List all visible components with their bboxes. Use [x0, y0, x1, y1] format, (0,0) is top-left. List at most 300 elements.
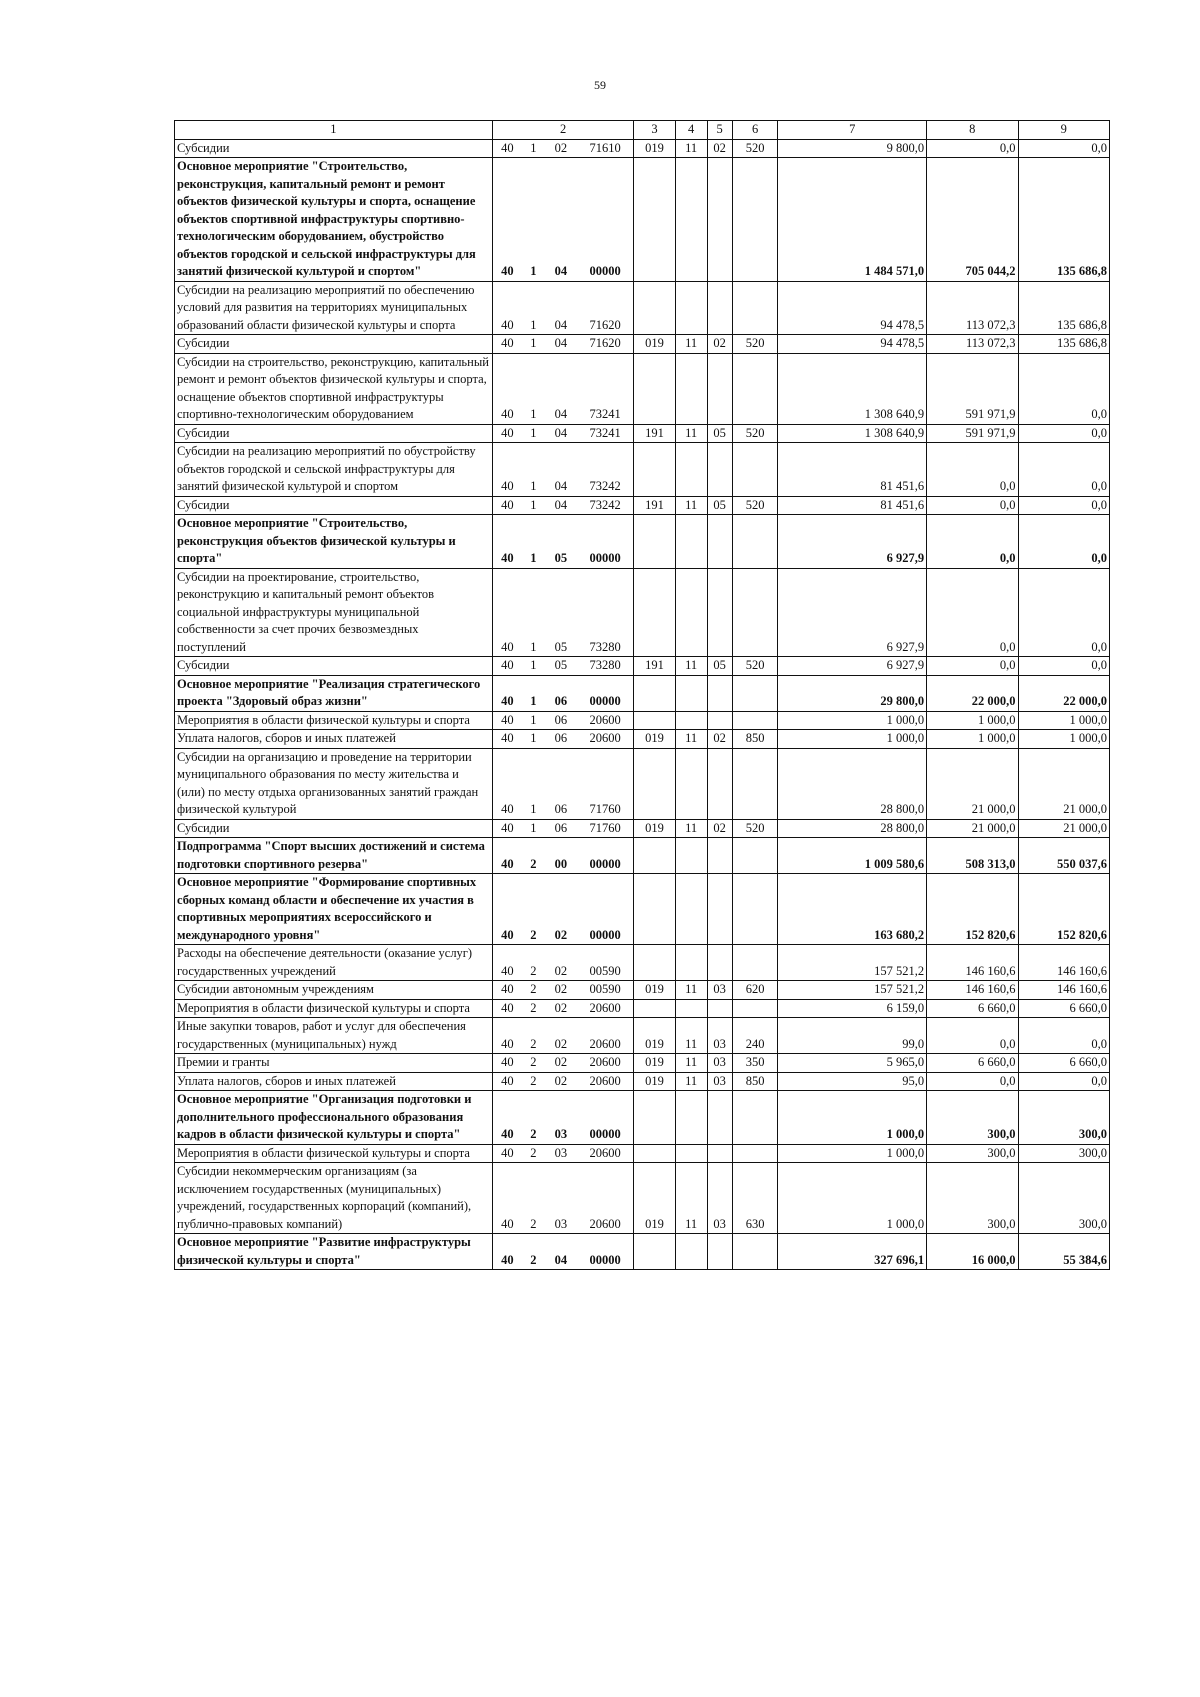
code-expense-type	[732, 675, 778, 711]
header-col-7: 7	[778, 121, 927, 140]
value-year-1: 6 927,9	[778, 568, 927, 657]
code-direction: 73280	[577, 568, 634, 657]
row-name: Субсидии некоммерческим организациям (за исключением государственных (муниципальных) учреждений, государственных корпораций (компаний), публично-правовых компаний)	[175, 1163, 493, 1234]
value-year-3: 0,0	[1018, 515, 1110, 569]
value-year-1: 327 696,1	[778, 1234, 927, 1270]
code-direction: 00000	[577, 1091, 634, 1145]
code-subsection: 05	[707, 424, 732, 443]
header-col-2: 2	[492, 121, 634, 140]
row-name: Подпрограмма "Спорт высших достижений и система подготовки спортивного резерва"	[175, 838, 493, 874]
value-year-1: 94 478,5	[778, 335, 927, 354]
value-year-1: 28 800,0	[778, 819, 927, 838]
value-year-2: 6 660,0	[927, 999, 1018, 1018]
code-direction: 71760	[577, 748, 634, 819]
code-subprogram: 2	[522, 838, 545, 874]
code-program: 40	[492, 981, 522, 1000]
code-program: 40	[492, 1163, 522, 1234]
code-subprogram: 1	[522, 711, 545, 730]
code-direction: 00590	[577, 981, 634, 1000]
code-section	[675, 838, 707, 874]
code-subprogram: 2	[522, 999, 545, 1018]
code-ministry	[634, 353, 675, 424]
code-direction: 00000	[577, 515, 634, 569]
value-year-1: 1 009 580,6	[778, 838, 927, 874]
value-year-1: 6 927,9	[778, 515, 927, 569]
code-subprogram: 1	[522, 281, 545, 335]
code-subsection: 03	[707, 1072, 732, 1091]
value-year-1: 1 308 640,9	[778, 353, 927, 424]
value-year-3: 0,0	[1018, 1018, 1110, 1054]
code-subsection: 02	[707, 819, 732, 838]
table-row	[175, 424, 1110, 443]
value-year-3: 0,0	[1018, 1072, 1110, 1091]
table-row	[175, 158, 1110, 282]
code-event: 02	[545, 945, 577, 981]
value-year-2: 0,0	[927, 1018, 1018, 1054]
value-year-1: 6 159,0	[778, 999, 927, 1018]
value-year-2: 508 313,0	[927, 838, 1018, 874]
code-event: 04	[545, 1234, 577, 1270]
code-program: 40	[492, 515, 522, 569]
table-row	[175, 1091, 1110, 1145]
code-subsection	[707, 945, 732, 981]
code-expense-type: 520	[732, 139, 778, 158]
table-row	[175, 281, 1110, 335]
value-year-2: 146 160,6	[927, 981, 1018, 1000]
code-subprogram: 2	[522, 981, 545, 1000]
code-event: 06	[545, 675, 577, 711]
code-direction: 71760	[577, 819, 634, 838]
code-expense-type: 850	[732, 1072, 778, 1091]
value-year-1: 29 800,0	[778, 675, 927, 711]
value-year-2: 705 044,2	[927, 158, 1018, 282]
code-subprogram: 2	[522, 1163, 545, 1234]
value-year-2: 146 160,6	[927, 945, 1018, 981]
code-direction: 20600	[577, 1163, 634, 1234]
code-expense-type: 520	[732, 496, 778, 515]
row-name: Основное мероприятие "Реализация стратегического проекта "Здоровый образ жизни"	[175, 675, 493, 711]
value-year-2: 591 971,9	[927, 353, 1018, 424]
code-subsection	[707, 443, 732, 497]
value-year-1: 9 800,0	[778, 139, 927, 158]
code-subprogram: 2	[522, 1144, 545, 1163]
value-year-2: 21 000,0	[927, 819, 1018, 838]
value-year-3: 0,0	[1018, 496, 1110, 515]
code-subsection: 02	[707, 335, 732, 354]
code-expense-type	[732, 711, 778, 730]
code-subsection	[707, 1234, 732, 1270]
value-year-2: 0,0	[927, 443, 1018, 497]
header-col-9: 9	[1018, 121, 1110, 140]
code-program: 40	[492, 730, 522, 749]
code-direction: 73280	[577, 657, 634, 676]
row-name: Субсидии на реализацию мероприятий по обустройству объектов городской и сельской инфраструктуры для занятий физической культурой и спортом	[175, 443, 493, 497]
code-expense-type	[732, 874, 778, 945]
code-subsection: 03	[707, 981, 732, 1000]
code-program: 40	[492, 568, 522, 657]
code-program: 40	[492, 748, 522, 819]
value-year-2: 0,0	[927, 496, 1018, 515]
row-name: Субсидии	[175, 496, 493, 515]
code-direction: 20600	[577, 1054, 634, 1073]
value-year-2: 152 820,6	[927, 874, 1018, 945]
code-section	[675, 281, 707, 335]
value-year-3: 152 820,6	[1018, 874, 1110, 945]
code-event: 04	[545, 496, 577, 515]
table-row	[175, 675, 1110, 711]
value-year-3: 550 037,6	[1018, 838, 1110, 874]
table-row	[175, 711, 1110, 730]
code-expense-type	[732, 568, 778, 657]
table-row	[175, 1018, 1110, 1054]
row-name: Субсидии	[175, 139, 493, 158]
value-year-2: 6 660,0	[927, 1054, 1018, 1073]
row-name: Основное мероприятие "Развитие инфраструктуры физической культуры и спорта"	[175, 1234, 493, 1270]
code-section	[675, 1091, 707, 1145]
code-subprogram: 2	[522, 1054, 545, 1073]
code-ministry	[634, 515, 675, 569]
code-expense-type: 620	[732, 981, 778, 1000]
code-subsection	[707, 568, 732, 657]
code-direction: 20600	[577, 711, 634, 730]
code-section	[675, 353, 707, 424]
code-section: 11	[675, 1054, 707, 1073]
row-name: Уплата налогов, сборов и иных платежей	[175, 1072, 493, 1091]
table-row	[175, 1234, 1110, 1270]
code-ministry	[634, 568, 675, 657]
code-subsection	[707, 353, 732, 424]
code-ministry: 019	[634, 981, 675, 1000]
code-event: 06	[545, 730, 577, 749]
value-year-2: 21 000,0	[927, 748, 1018, 819]
code-direction: 00000	[577, 158, 634, 282]
row-name: Субсидии	[175, 335, 493, 354]
value-year-2: 1 000,0	[927, 730, 1018, 749]
value-year-1: 157 521,2	[778, 945, 927, 981]
code-subprogram: 2	[522, 1091, 545, 1145]
code-event: 03	[545, 1163, 577, 1234]
code-direction: 20600	[577, 730, 634, 749]
code-event: 03	[545, 1091, 577, 1145]
code-ministry	[634, 675, 675, 711]
code-subsection	[707, 748, 732, 819]
value-year-1: 95,0	[778, 1072, 927, 1091]
header-col-1: 1	[175, 121, 493, 140]
code-expense-type	[732, 281, 778, 335]
value-year-3: 0,0	[1018, 657, 1110, 676]
header-row	[175, 121, 1110, 140]
table-row	[175, 819, 1110, 838]
value-year-1: 6 927,9	[778, 657, 927, 676]
code-section: 11	[675, 335, 707, 354]
value-year-3: 146 160,6	[1018, 945, 1110, 981]
code-program: 40	[492, 353, 522, 424]
code-event: 04	[545, 158, 577, 282]
row-name: Субсидии	[175, 657, 493, 676]
code-ministry	[634, 711, 675, 730]
page-number: 59	[594, 78, 606, 92]
code-program: 40	[492, 335, 522, 354]
code-subprogram: 1	[522, 657, 545, 676]
code-subsection: 03	[707, 1163, 732, 1234]
value-year-1: 1 000,0	[778, 1163, 927, 1234]
code-subprogram: 1	[522, 568, 545, 657]
code-subprogram: 2	[522, 874, 545, 945]
table-row	[175, 515, 1110, 569]
code-subsection	[707, 158, 732, 282]
code-ministry: 019	[634, 819, 675, 838]
value-year-1: 157 521,2	[778, 981, 927, 1000]
header-col-6: 6	[732, 121, 778, 140]
code-ministry: 191	[634, 424, 675, 443]
code-expense-type	[732, 443, 778, 497]
code-direction: 71610	[577, 139, 634, 158]
code-section: 11	[675, 1018, 707, 1054]
code-subsection: 03	[707, 1054, 732, 1073]
code-section	[675, 443, 707, 497]
code-subprogram: 2	[522, 945, 545, 981]
row-name: Основное мероприятие "Строительство, реконструкция, капитальный ремонт и ремонт объектов физической культуры и спорта, оснащение объектов спортивной инфраструктуры спортивно-технологическим оборудованием, обустройство объектов городской и сельской инфраструктуры для занятий физической культурой и спортом"	[175, 158, 493, 282]
header-col-8: 8	[927, 121, 1018, 140]
code-direction: 00000	[577, 838, 634, 874]
value-year-1: 81 451,6	[778, 496, 927, 515]
code-direction: 20600	[577, 1144, 634, 1163]
code-direction: 71620	[577, 281, 634, 335]
code-expense-type: 630	[732, 1163, 778, 1234]
code-direction: 73242	[577, 443, 634, 497]
code-event: 00	[545, 838, 577, 874]
value-year-3: 300,0	[1018, 1144, 1110, 1163]
code-expense-type	[732, 158, 778, 282]
value-year-3: 1 000,0	[1018, 711, 1110, 730]
code-ministry: 019	[634, 1018, 675, 1054]
code-subprogram: 1	[522, 335, 545, 354]
code-subprogram: 2	[522, 1072, 545, 1091]
code-event: 05	[545, 515, 577, 569]
code-event: 04	[545, 335, 577, 354]
code-direction: 00590	[577, 945, 634, 981]
value-year-2: 0,0	[927, 139, 1018, 158]
value-year-3: 22 000,0	[1018, 675, 1110, 711]
code-program: 40	[492, 711, 522, 730]
table-row	[175, 443, 1110, 497]
code-ministry: 019	[634, 139, 675, 158]
value-year-3: 6 660,0	[1018, 1054, 1110, 1073]
code-event: 06	[545, 819, 577, 838]
code-ministry: 191	[634, 657, 675, 676]
row-name: Основное мероприятие "Формирование спортивных сборных команд области и обеспечение их участия в спортивных мероприятиях всероссийского и международного уровня"	[175, 874, 493, 945]
code-program: 40	[492, 139, 522, 158]
code-event: 06	[545, 748, 577, 819]
code-subprogram: 1	[522, 748, 545, 819]
value-year-2: 16 000,0	[927, 1234, 1018, 1270]
code-event: 04	[545, 281, 577, 335]
code-subsection: 02	[707, 730, 732, 749]
code-event: 03	[545, 1144, 577, 1163]
code-direction: 00000	[577, 1234, 634, 1270]
code-ministry	[634, 945, 675, 981]
code-expense-type: 520	[732, 424, 778, 443]
code-subsection	[707, 1091, 732, 1145]
value-year-1: 1 308 640,9	[778, 424, 927, 443]
row-name: Субсидии	[175, 424, 493, 443]
value-year-3: 300,0	[1018, 1091, 1110, 1145]
value-year-3: 0,0	[1018, 139, 1110, 158]
code-direction: 71620	[577, 335, 634, 354]
value-year-3: 135 686,8	[1018, 158, 1110, 282]
row-name: Мероприятия в области физической культуры и спорта	[175, 711, 493, 730]
code-direction: 20600	[577, 1072, 634, 1091]
code-event: 02	[545, 999, 577, 1018]
code-section: 11	[675, 1072, 707, 1091]
code-direction: 73241	[577, 353, 634, 424]
code-event: 06	[545, 711, 577, 730]
value-year-3: 0,0	[1018, 353, 1110, 424]
table-row	[175, 335, 1110, 354]
value-year-1: 99,0	[778, 1018, 927, 1054]
code-subprogram: 1	[522, 158, 545, 282]
code-ministry	[634, 281, 675, 335]
code-ministry	[634, 1234, 675, 1270]
code-section: 11	[675, 730, 707, 749]
code-program: 40	[492, 874, 522, 945]
code-subsection	[707, 281, 732, 335]
code-subsection: 05	[707, 496, 732, 515]
code-event: 04	[545, 443, 577, 497]
table-row	[175, 730, 1110, 749]
value-year-3: 21 000,0	[1018, 819, 1110, 838]
code-ministry	[634, 1144, 675, 1163]
code-subprogram: 1	[522, 443, 545, 497]
budget-table	[174, 120, 1110, 1270]
code-expense-type	[732, 1091, 778, 1145]
code-ministry	[634, 443, 675, 497]
value-year-2: 22 000,0	[927, 675, 1018, 711]
header-col-5: 5	[707, 121, 732, 140]
value-year-2: 300,0	[927, 1091, 1018, 1145]
value-year-1: 1 000,0	[778, 711, 927, 730]
code-program: 40	[492, 424, 522, 443]
code-subprogram: 2	[522, 1234, 545, 1270]
code-section	[675, 999, 707, 1018]
code-subsection	[707, 515, 732, 569]
code-ministry: 019	[634, 335, 675, 354]
code-program: 40	[492, 945, 522, 981]
code-section	[675, 711, 707, 730]
code-expense-type: 850	[732, 730, 778, 749]
code-section: 11	[675, 981, 707, 1000]
code-subsection: 03	[707, 1018, 732, 1054]
table-row	[175, 657, 1110, 676]
code-subprogram: 1	[522, 139, 545, 158]
table-row	[175, 999, 1110, 1018]
row-name: Иные закупки товаров, работ и услуг для обеспечения государственных (муниципальных) нужд	[175, 1018, 493, 1054]
header-col-3: 3	[634, 121, 675, 140]
code-section	[675, 158, 707, 282]
code-expense-type: 520	[732, 335, 778, 354]
header-col-4: 4	[675, 121, 707, 140]
value-year-2: 113 072,3	[927, 335, 1018, 354]
code-subsection	[707, 874, 732, 945]
code-ministry: 019	[634, 1072, 675, 1091]
code-ministry	[634, 1091, 675, 1145]
code-direction: 73241	[577, 424, 634, 443]
value-year-3: 55 384,6	[1018, 1234, 1110, 1270]
code-subsection	[707, 711, 732, 730]
row-name: Расходы на обеспечение деятельности (оказание услуг) государственных учреждений	[175, 945, 493, 981]
value-year-2: 591 971,9	[927, 424, 1018, 443]
value-year-3: 0,0	[1018, 424, 1110, 443]
code-event: 02	[545, 1072, 577, 1091]
row-name: Субсидии на проектирование, строительство, реконструкцию и капитальный ремонт объектов социальной инфраструктуры муниципальной собственности за счет прочих безвозмездных поступлений	[175, 568, 493, 657]
code-subsection: 02	[707, 139, 732, 158]
code-section	[675, 568, 707, 657]
table-row	[175, 496, 1110, 515]
code-program: 40	[492, 838, 522, 874]
table-row	[175, 1144, 1110, 1163]
table-row	[175, 748, 1110, 819]
row-name: Субсидии автономным учреждениям	[175, 981, 493, 1000]
code-program: 40	[492, 1234, 522, 1270]
code-direction: 73242	[577, 496, 634, 515]
row-name: Основное мероприятие "Строительство, реконструкция объектов физической культуры и спорта"	[175, 515, 493, 569]
code-program: 40	[492, 158, 522, 282]
code-direction: 00000	[577, 675, 634, 711]
code-subprogram: 1	[522, 515, 545, 569]
code-subprogram: 1	[522, 496, 545, 515]
code-program: 40	[492, 443, 522, 497]
code-event: 02	[545, 874, 577, 945]
code-ministry	[634, 874, 675, 945]
row-name: Субсидии	[175, 819, 493, 838]
code-event: 04	[545, 424, 577, 443]
code-section	[675, 1234, 707, 1270]
code-direction: 20600	[577, 1018, 634, 1054]
value-year-1: 81 451,6	[778, 443, 927, 497]
table-row	[175, 1163, 1110, 1234]
code-program: 40	[492, 819, 522, 838]
value-year-2: 113 072,3	[927, 281, 1018, 335]
code-expense-type	[732, 838, 778, 874]
value-year-1: 5 965,0	[778, 1054, 927, 1073]
code-subprogram: 1	[522, 675, 545, 711]
code-section: 11	[675, 424, 707, 443]
value-year-1: 1 484 571,0	[778, 158, 927, 282]
code-section: 11	[675, 819, 707, 838]
code-ministry: 191	[634, 496, 675, 515]
row-name: Премии и гранты	[175, 1054, 493, 1073]
code-program: 40	[492, 1091, 522, 1145]
code-expense-type: 520	[732, 819, 778, 838]
code-subsection	[707, 838, 732, 874]
value-year-2: 300,0	[927, 1163, 1018, 1234]
value-year-1: 1 000,0	[778, 1091, 927, 1145]
code-ministry	[634, 158, 675, 282]
code-event: 02	[545, 981, 577, 1000]
row-name: Субсидии на реализацию мероприятий по обеспечению условий для развития на территориях муниципальных образований области физической культуры и спорта	[175, 281, 493, 335]
code-ministry	[634, 838, 675, 874]
code-expense-type: 240	[732, 1018, 778, 1054]
row-name: Мероприятия в области физической культуры и спорта	[175, 999, 493, 1018]
value-year-3: 135 686,8	[1018, 281, 1110, 335]
code-event: 04	[545, 353, 577, 424]
code-section: 11	[675, 1163, 707, 1234]
value-year-2: 0,0	[927, 657, 1018, 676]
code-subsection	[707, 675, 732, 711]
row-name: Субсидии на строительство, реконструкцию, капитальный ремонт и ремонт объектов физической культуры и спорта, оснащение объектов спортивной инфраструктуры спортивно-технологическим оборудованием	[175, 353, 493, 424]
table-row	[175, 1054, 1110, 1073]
code-expense-type	[732, 748, 778, 819]
